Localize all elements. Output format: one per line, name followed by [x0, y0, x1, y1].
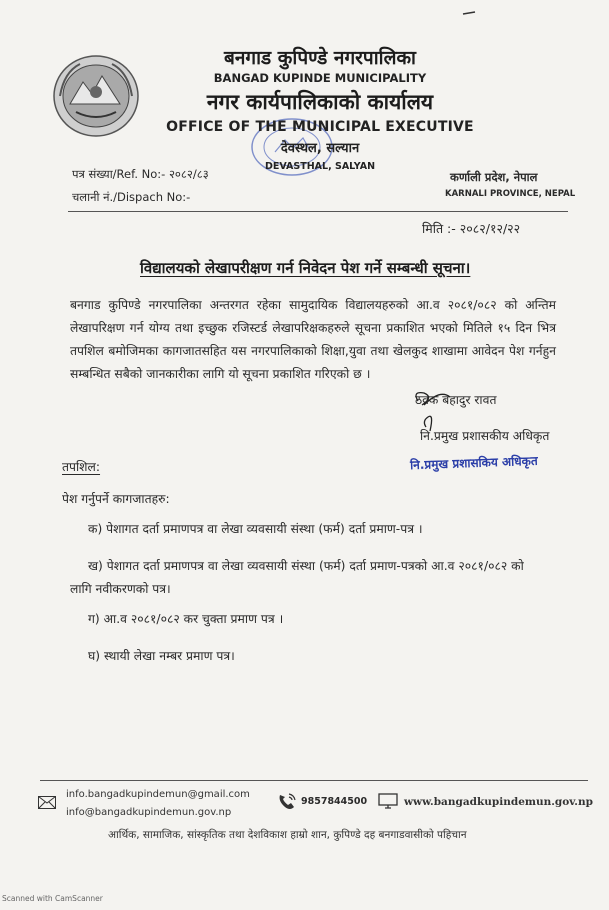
- location-nepali: देवस्थल, सल्यान: [280, 141, 360, 156]
- email-gov: info@bangadkupindemun.gov.np: [66, 807, 232, 818]
- location-english: DEVASTHAL, SALYAN: [264, 161, 376, 172]
- reference-number: [72, 167, 209, 182]
- scanner-watermark: Scanned with CamScanner: [2, 894, 103, 903]
- phone-number: 9857844500: [301, 796, 368, 807]
- dispatch-number: चलानी नं./Dispach No:-: [72, 190, 191, 204]
- emblem-icon: [50, 52, 142, 140]
- province-nepali: कर्णाली प्रदेश, नेपाल: [450, 170, 538, 184]
- document-item: क) पेशागत दर्ता प्रमाणपत्र वा लेखा व्यवसायी संस्था (फर्म) दर्ता प्रमाण-पत्र ।: [88, 522, 423, 536]
- org-name-nepali: बनगाड कुपिण्डे नगरपालिका: [224, 47, 416, 69]
- document-item: घ) स्थायी लेखा नम्बर प्रमाण पत्र।: [88, 649, 235, 663]
- ref-label: पत्र संख्या/Ref. No:-: [72, 167, 166, 181]
- details-label: तपशिल:: [62, 460, 101, 474]
- website-url: www.bangadkupindemun.gov.np: [404, 796, 593, 808]
- designation-stamp: नि.प्रमुख प्रशासकिय अधिकृत: [409, 453, 538, 473]
- document-item: ख) पेशागत दर्ता प्रमाणपत्र वा लेखा व्यवसायी संस्था (फर्म) दर्ता प्रमाण-पत्रको आ.व २०८१/०८२ को लागि नवीकरणको पत्र।: [70, 559, 524, 596]
- phone-icon: [276, 791, 298, 811]
- footer-slogan: आर्थिक, सामाजिक, सांस्कृतिक तथा देशविकाश हाम्रो शान, कुपिण्डे दह बनगाडवासीको पहिचान: [108, 829, 467, 841]
- signatory-name: ठक्क बहादुर रावत: [415, 393, 497, 407]
- email-gmail: info.bangadkupindemun@gmail.com: [66, 789, 250, 800]
- province-english: KARNALI PROVINCE, NEPAL: [445, 189, 576, 199]
- ref-value: २०८२/८३: [168, 167, 209, 181]
- office-name-english: OFFICE OF THE MUNICIPAL EXECUTIVE: [166, 119, 474, 135]
- office-name-nepali: नगर कार्यपालिकाको कार्यालय: [206, 90, 434, 114]
- mail-icon: [38, 796, 56, 809]
- scan-mark: [462, 10, 476, 16]
- notice-body: बनगाड कुपिण्डे नगरपालिका अन्तरगत रहेका सामुदायिक विद्यालयहरुको आ.व २०८१/०८२ को अन्तिम लेखापरिक्षण गर्न योग्य तथा इच्छुक रजिस्टर्ड लेखापरिक्षकहरुले सूचना प्रकाशित भएको मितिले १५ दिन भित्र तपशिल बमोजिमका कागजातसहित यस नगरपालिकाको शिक्षा,युवा तथा खेलकुद शाखामा आवेदन पेश गर्नहुन सम्बन्धित सबैको जानकारीका लागि यो सूचना प्रकाशित गरिएको छ ।: [70, 298, 556, 381]
- letter-date: मिति :- २०८२/१२/२२: [422, 221, 521, 236]
- documents-heading: पेश गर्नुपर्ने कागजातहरु:: [62, 492, 170, 506]
- org-name-english: BANGAD KUPINDE MUNICIPALITY: [213, 71, 427, 85]
- footer-divider: [40, 780, 588, 781]
- document-item: ग) आ.व २०८१/०८२ कर चुक्ता प्रमाण पत्र ।: [88, 612, 284, 626]
- monitor-icon: [378, 793, 398, 809]
- signatory-designation: नि.प्रमुख प्रशासकीय अधिकृत: [420, 429, 550, 443]
- header-divider: [68, 211, 568, 212]
- notice-subject: विद्यालयको लेखापरीक्षण गर्न निवेदन पेश गर्ने सम्बन्धी सूचना।: [140, 259, 471, 277]
